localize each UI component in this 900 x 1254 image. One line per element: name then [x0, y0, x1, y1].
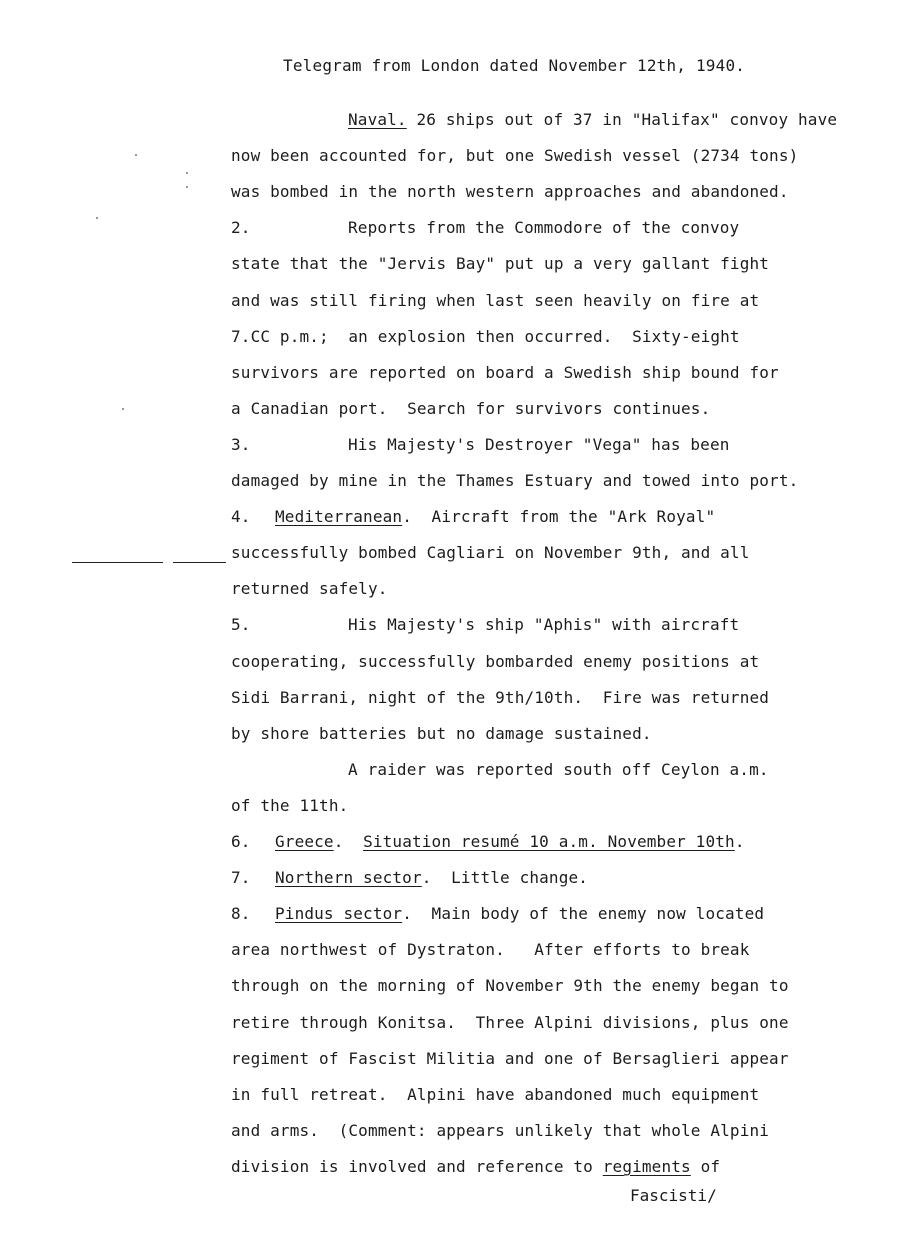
line-text: through on the morning of November 9th the enemy began to [231, 976, 789, 996]
text-line [231, 471, 798, 490]
paper-speck [135, 154, 137, 156]
text-line [231, 1013, 789, 1032]
line-text: . [333, 832, 364, 851]
text-line [231, 291, 759, 310]
line-text: a Canadian port. Search for survivors continues. [231, 398, 711, 418]
telegram-title: Telegram from London dated November 12th, 1940. [283, 56, 746, 75]
text-line [231, 1085, 759, 1104]
text-line [231, 579, 388, 598]
line-text: cooperating, successfully bombarded enemy positions at [231, 651, 760, 671]
text-line [231, 796, 348, 815]
line-text: division is involved and reference to [231, 1156, 603, 1176]
paragraph-number: 5. [231, 615, 251, 635]
line-text: 26 ships out of 37 in "Halifax" convoy have [406, 110, 838, 129]
underlined-heading: Pindus sector [275, 904, 403, 924]
line-text: successfully bombed Cagliari on November 9th, and all [231, 543, 750, 563]
text-line [231, 940, 750, 959]
line-text: . Aircraft from the "Ark Royal" [402, 507, 716, 527]
paragraph-number: 4. [231, 507, 251, 527]
text-line [231, 543, 750, 562]
line-text: Reports from the Commodore of the convoy [348, 218, 740, 238]
margin-rule [72, 562, 226, 563]
text-line [231, 182, 789, 201]
line-text: and arms. (Comment: appears unlikely that whole Alpini [231, 1120, 770, 1140]
text-line [231, 110, 837, 129]
line-text: now been accounted for, but one Swedish vessel (2734 tons) [231, 146, 799, 166]
underlined-heading: Greece [275, 832, 334, 851]
line-text: retire through Konitsa. Three Alpini divisions, plus one [231, 1012, 789, 1032]
text-line [231, 507, 715, 526]
text-line [231, 327, 740, 346]
paper-speck [186, 172, 188, 174]
paragraph-number: 6. [231, 832, 251, 851]
text-line [231, 218, 739, 237]
line-text: state that the "Jervis Bay" put up a very gallant fight [231, 254, 770, 274]
line-text: of the 11th. [231, 795, 349, 815]
text-line [231, 688, 769, 707]
text-line [231, 363, 779, 382]
continuation-catchword: Fascisti/ [630, 1186, 717, 1205]
text-line [231, 254, 769, 273]
text-line [231, 868, 588, 887]
text-line [231, 399, 710, 418]
line-text: Sidi Barrani, night of the 9th/10th. Fire was returned [231, 687, 770, 707]
line-text: regiment of Fascist Militia and one of Bersaglieri appear [231, 1048, 789, 1068]
line-text: His Majesty's Destroyer "Vega" has been [348, 434, 730, 454]
paragraph-number: 3. [231, 434, 251, 454]
text-line [231, 615, 739, 634]
paper-speck [122, 408, 124, 410]
underlined-heading: Mediterranean [275, 507, 403, 527]
text-line [231, 1121, 769, 1140]
line-text: of [690, 1156, 721, 1176]
text-line [231, 1049, 789, 1068]
underlined-heading: Naval. [348, 110, 407, 129]
text-line [231, 760, 769, 779]
margin-rule-gap [163, 560, 173, 564]
paper-speck [186, 186, 188, 188]
line-text: returned safely. [231, 579, 388, 599]
paragraph-number: 8. [231, 904, 251, 924]
text-line [231, 652, 759, 671]
line-text: area northwest of Dystraton. After efforts to break [231, 940, 750, 960]
text-line [231, 724, 652, 743]
text-line [231, 832, 745, 851]
text-line [231, 1157, 720, 1176]
line-text: in full retreat. Alpini have abandoned much equipment [231, 1084, 760, 1104]
underlined-heading: Northern sector [275, 868, 422, 888]
text-line [231, 904, 764, 923]
line-text: A raider was reported south off Ceylon a.m. [348, 759, 769, 779]
text-line [231, 976, 789, 995]
line-text: damaged by mine in the Thames Estuary and towed into port. [231, 471, 799, 490]
paragraph-number: 2. [231, 218, 251, 238]
underlined-heading: Situation resumé 10 a.m. November 10th [363, 832, 735, 851]
line-text: . [734, 832, 745, 851]
text-line [231, 435, 730, 454]
line-text: survivors are reported on board a Swedish ship bound for [231, 362, 779, 382]
paragraph-number: 7. [231, 868, 251, 888]
line-text: . Little change. [421, 868, 589, 888]
underlined-heading: regiments [602, 1156, 691, 1176]
text-line [231, 146, 798, 165]
line-text: 7.CC p.m.; an explosion then occurred. Sixty-eight [231, 326, 740, 346]
line-text: His Majesty's ship "Aphis" with aircraft [348, 615, 740, 635]
line-text: . Main body of the enemy now located [402, 904, 765, 924]
line-text: by shore batteries but no damage sustained. [231, 723, 652, 743]
line-text: was bombed in the north western approaches and abandoned. [231, 182, 789, 202]
paper-speck [96, 217, 98, 219]
line-text: and was still firing when last seen heavily on fire at [231, 290, 760, 310]
